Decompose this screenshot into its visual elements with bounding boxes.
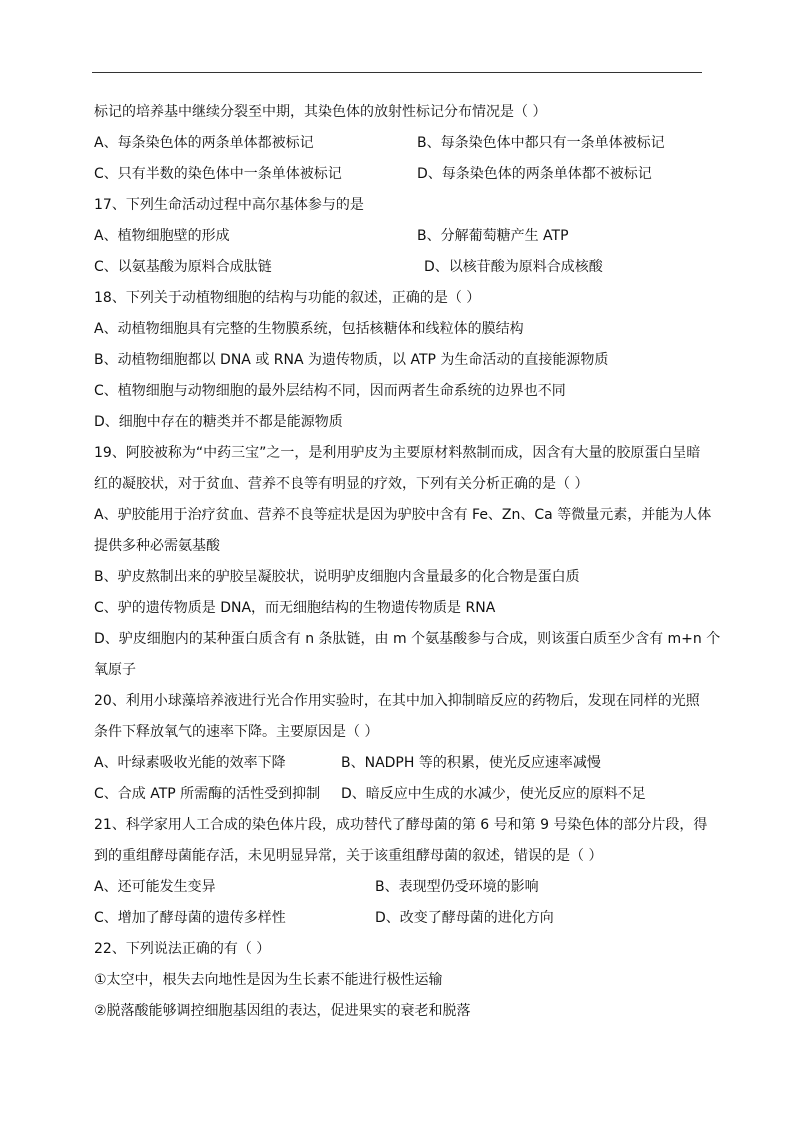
text-line: 17、下列生命活动过程中高尔基体参与的是	[94, 197, 364, 213]
text-line: D、细胞中存在的糖类并不都是能源物质	[94, 414, 343, 430]
text-line: ②脱落酸能够调控细胞基因组的表达，促进果实的衰老和脱落	[94, 1003, 471, 1019]
text-line: 到的重组酵母菌能存活，未见明显异常，关于该重组酵母菌的叙述，错误的是（ ）	[94, 848, 603, 864]
text-line: 红的凝胶状，对于贫血、营养不良等有明显的疗效，下列有关分析正确的是（ ）	[94, 476, 589, 492]
option-left: A、叶绿素吸收光能的效率下降	[94, 755, 286, 771]
text-line: C、驴的遗传物质是 DNA，而无细胞结构的生物遗传物质是 RNA	[94, 600, 496, 616]
option-right: B、分解葡萄糖产生 ATP	[417, 228, 569, 244]
text-line: 19、阿胶被称为“中药三宝”之一，是利用驴皮为主要原材料熬制而成，因含有大量的胶原蛋白呈暗	[94, 445, 701, 461]
text-line: A、驴胶能用于治疗贫血、营养不良等症状是因为驴胶中含有 Fe、Zn、Ca 等微量元素，并能为人体	[94, 507, 712, 523]
text-line: 氧原子	[94, 662, 136, 678]
option-row	[94, 748, 704, 779]
text-line: 22、下列说法正确的有（ ）	[94, 941, 271, 957]
option-right: D、以核苷酸为原料合成核酸	[424, 259, 603, 275]
text-line: ①太空中，根失去向地性是因为生长素不能进行极性运输	[94, 972, 443, 988]
option-row	[94, 779, 704, 810]
option-row	[94, 872, 704, 903]
text-line: A、动植物细胞具有完整的生物膜系统，包括核糖体和线粒体的膜结构	[94, 321, 524, 337]
text-line: C、植物细胞与动物细胞的最外层结构不同，因而两者生命系统的边界也不同	[94, 383, 566, 399]
header-rule	[92, 72, 702, 73]
option-left: A、还可能发生变异	[94, 879, 216, 895]
option-right: B、NADPH 等的积累，使光反应速率减慢	[341, 755, 601, 771]
document-body	[94, 97, 721, 1027]
option-row	[94, 221, 704, 252]
option-right: B、每条染色体中都只有一条单体被标记	[417, 135, 665, 151]
option-left: A、每条染色体的两条单体都被标记	[94, 135, 314, 151]
option-right: D、改变了酵母菌的进化方向	[375, 910, 554, 926]
option-right: B、表现型仍受环境的影响	[375, 879, 539, 895]
option-right: D、每条染色体的两条单体都不被标记	[417, 166, 652, 182]
option-left: C、增加了酵母菌的遗传多样性	[94, 910, 286, 926]
text-line: 提供多种必需氨基酸	[94, 538, 220, 554]
text-line: 18、下列关于动植物细胞的结构与功能的叙述，正确的是（ ）	[94, 290, 481, 306]
option-left: C、以氨基酸为原料合成肽链	[94, 259, 272, 275]
text-line: D、驴皮细胞内的某种蛋白质含有 n 条肽链，由 m 个氨基酸参与合成，则该蛋白质至少含有 m+n 个	[94, 631, 721, 647]
option-right: D、暗反应中生成的水减少，使光反应的原料不足	[341, 786, 646, 802]
text-line: 条件下释放氧气的速率下降。主要原因是（ ）	[94, 724, 379, 740]
text-line: B、驴皮熬制出来的驴胶呈凝胶状，说明驴皮细胞内含量最多的化合物是蛋白质	[94, 569, 580, 585]
option-left: A、植物细胞壁的形成	[94, 228, 230, 244]
text-line: B、动植物细胞都以 DNA 或 RNA 为遗传物质，以 ATP 为生命活动的直接能源物质	[94, 352, 609, 368]
text-line: 标记的培养基中继续分裂至中期，其染色体的放射性标记分布情况是（ ）	[94, 104, 547, 120]
option-left: C、只有半数的染色体中一条单体被标记	[94, 166, 342, 182]
option-row	[94, 159, 704, 190]
option-row	[94, 252, 704, 283]
option-left: C、合成 ATP 所需酶的活性受到抑制	[94, 786, 321, 802]
text-line: 21、科学家用人工合成的染色体片段，成功替代了酵母菌的第 6 号和第 9 号染色体的部分片段，得	[94, 817, 708, 833]
option-row	[94, 903, 704, 934]
option-row	[94, 128, 704, 159]
text-line: 20、利用小球藻培养液进行光合作用实验时，在其中加入抑制暗反应的药物后，发现在同样的光照	[94, 693, 700, 709]
